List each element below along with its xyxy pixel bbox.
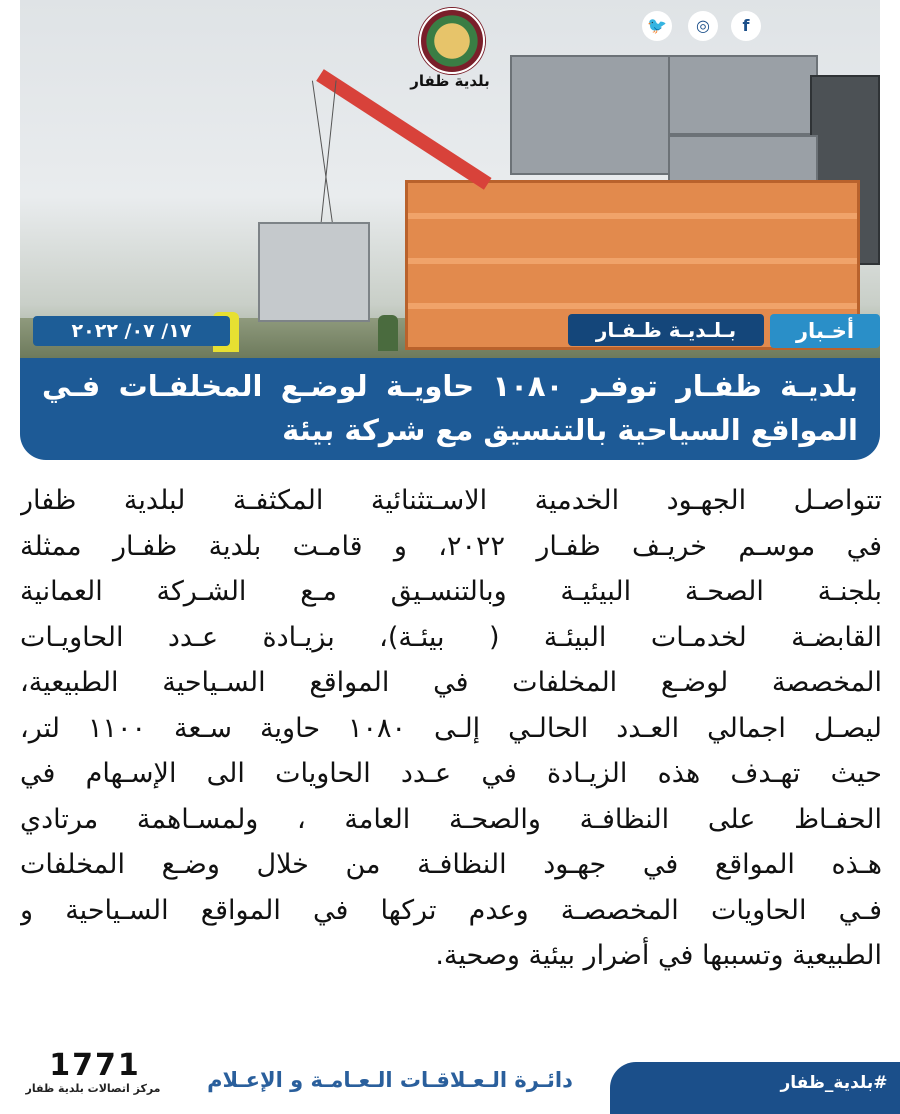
news-category-tag: أخـبار	[770, 314, 880, 348]
body-line: فـي الحاويات المخصصـة وعدم تركها في المواقع السـياحية و	[20, 894, 882, 926]
body-line: في موسـم خريـف ظفـار ٢٠٢٢، و قامـت بلدية ظفـار ممثلة	[20, 530, 882, 562]
instagram-icon[interactable]: ◎	[688, 11, 718, 41]
photo-bin-top-right	[668, 55, 818, 135]
hashtag[interactable]: #بلدية_ظفار	[780, 1073, 888, 1093]
hotline-caption: مركز اتصالات بلدية ظفار	[25, 1082, 161, 1095]
photo-hanging-bin	[258, 222, 370, 322]
truck-rail	[408, 213, 857, 219]
body-line: تتواصـل الجهـود الخدمية الاسـتثنائية المكثفـة لبلدية ظفار	[20, 485, 882, 516]
twitter-icon[interactable]: 🐦	[642, 11, 672, 41]
headline-banner	[20, 358, 880, 460]
photo-bin-top-left	[510, 55, 670, 175]
org-tag: بـلـديـة ظـفـار	[568, 314, 764, 346]
logo-caption: بلدية ظفار	[410, 72, 490, 90]
photo-worker	[378, 315, 398, 351]
body-line: هـذه المواقع في جهـود النظافـة من خلال وضـع المخلفات	[20, 849, 882, 880]
body-line: القابضـة لخدمـات البيئـة ( بيئـة)، بزيـادة عـدد الحاويـات	[20, 621, 882, 653]
body-line: حيث تهـدف هذه الزيـادة في عـدد الحاويات الى الإسـهام في	[20, 758, 882, 789]
facebook-icon[interactable]: f	[731, 11, 761, 41]
headline-line-2: المواقع السياحية بالتنسيق مع شركة بيئة	[282, 413, 858, 447]
article-body	[20, 478, 882, 979]
headline-line-1: بلديـة ظفـار توفـر ١٠٨٠ حاويـة لوضـع المخلفـات فـي	[42, 369, 858, 403]
body-line: بلجنـة الصحـة البيئيـة وبالتنسـيق مـع الشـركة العمانية	[20, 576, 882, 607]
hotline-number: 1771	[49, 1048, 141, 1083]
body-line: المخصصة لوضـع المخلفات في المواقع السـياحية الطبيعية،	[20, 667, 882, 698]
date-tag: ١٧/ ٠٧/ ٢٠٢٢	[33, 316, 230, 346]
municipality-logo	[419, 8, 485, 74]
body-line: الطبيعية وتسببها في أضرار بيئية وصحية.	[435, 940, 882, 971]
body-line: ليصـل اجمالي العـدد الحالـي إلـى ١٠٨٠ حاوية سـعة ١١٠٠ لتر،	[20, 712, 882, 744]
truck-rail	[408, 303, 857, 309]
truck-rail	[408, 258, 857, 264]
body-line: الحفـاظ على النظافـة والصحـة العامة ، ولمسـاهمة مرتادي	[20, 803, 882, 835]
department-name: دائـرة الـعـلاقـات الـعـامـة و الإعـلام	[207, 1068, 573, 1092]
